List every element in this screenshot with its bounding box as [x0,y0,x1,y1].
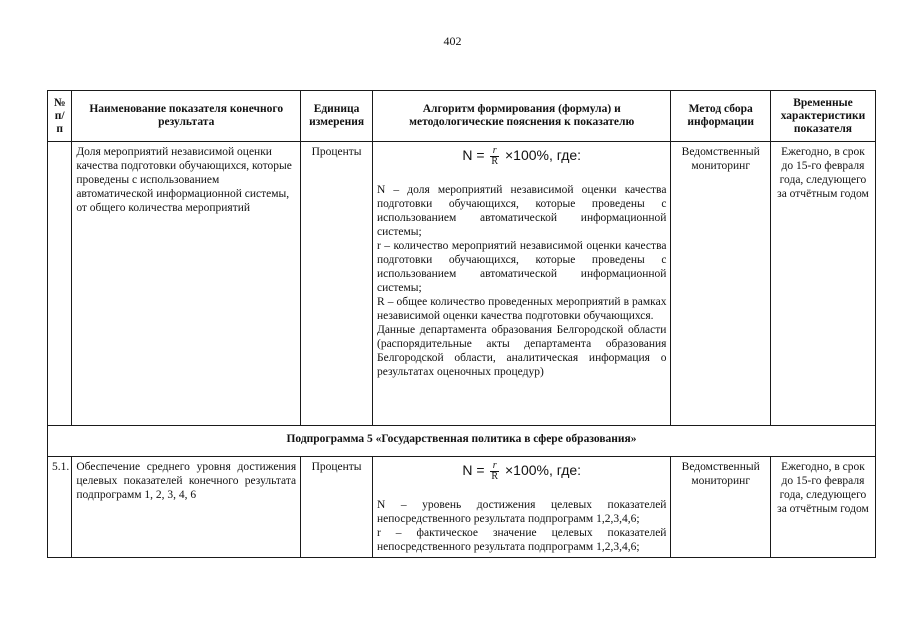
row-unit: Проценты [301,142,373,426]
header-unit: Единица измерения [301,91,373,142]
formula [377,145,666,171]
row-num: 5.1. [48,457,72,558]
page-number: 402 [443,34,462,48]
formula-fraction [490,461,499,482]
header-timing: Временные характеристики показателя [770,91,875,142]
formula-rhs: ×100%, где: [504,147,582,163]
formula-numerator: r [490,461,499,472]
header-method: Метод сбора информации [671,91,770,142]
algorithm-paragraph: r – количество мероприятий независимой оценки качества подготовки обучающихся, которые проведены с использованием автоматической информационной системы; [376,240,667,294]
row-num [48,142,72,426]
formula-lhs: N = [462,462,485,478]
row-algorithm [372,457,670,558]
algorithm-paragraph: R – общее количество проведенных мероприятий в рамках независимой оценки качества подготовки обучающихся. [376,296,667,322]
subprogram-row [48,426,876,457]
table-row [48,142,876,426]
formula [377,460,666,486]
formula-denominator: R [491,155,499,167]
row-algorithm [372,142,670,426]
header-algorithm: Алгоритм формирования (формула) и методологические пояснения к показателю [372,91,670,142]
row-timing: Ежегодно, в срок до 15-го февраля года, следующего за отчётным годом [770,142,875,426]
table-row [48,457,876,558]
formula-rhs: ×100%, где: [504,462,582,478]
header-name: Наименование показателя конечного результата [72,91,301,142]
formula-denominator: R [491,470,499,482]
indicators-table [47,90,876,558]
row-timing: Ежегодно, в срок до 15-го февраля года, следующего за отчётным годом [770,457,875,558]
row-method: Ведомственный мониторинг [671,142,770,426]
row-unit: Проценты [301,457,373,558]
row-name: Обеспечение среднего уровня достижения целевых показателей конечного результата подпрограмм 1, 2, 3, 4, 6 [72,457,301,558]
algorithm-paragraph: r – фактическое значение целевых показателей непосредственного результата подпрограмм 1,2,3,4,6; [376,527,667,553]
algorithm-paragraph: Данные департамента образования Белгородской области (распорядительные акты департамента образования Белгородской области, аналитическая информация о результатах оценочных процедур) [376,324,667,378]
table-header-row [48,91,876,142]
algorithm-paragraph: N – доля мероприятий независимой оценки качества подготовки обучающихся, которые проведены с использованием автоматической информационной системы; [376,184,667,238]
formula-fraction [490,146,499,167]
row-method: Ведомственный мониторинг [671,457,770,558]
row-name: Доля мероприятий независимой оценки качества подготовки обучающихся, которые проведены с использованием автоматической информационной системы, от общего количества мероприятий [72,142,301,426]
formula-numerator: r [490,146,499,157]
subprogram-title: Подпрограмма 5 «Государственная политика в сфере образования» [48,426,876,457]
algorithm-paragraph: N – уровень достижения целевых показателей непосредственного результата подпрограмм 1,2,3,4,6; [376,499,667,525]
formula-lhs: N = [462,147,485,163]
header-num: № п/п [48,91,72,142]
